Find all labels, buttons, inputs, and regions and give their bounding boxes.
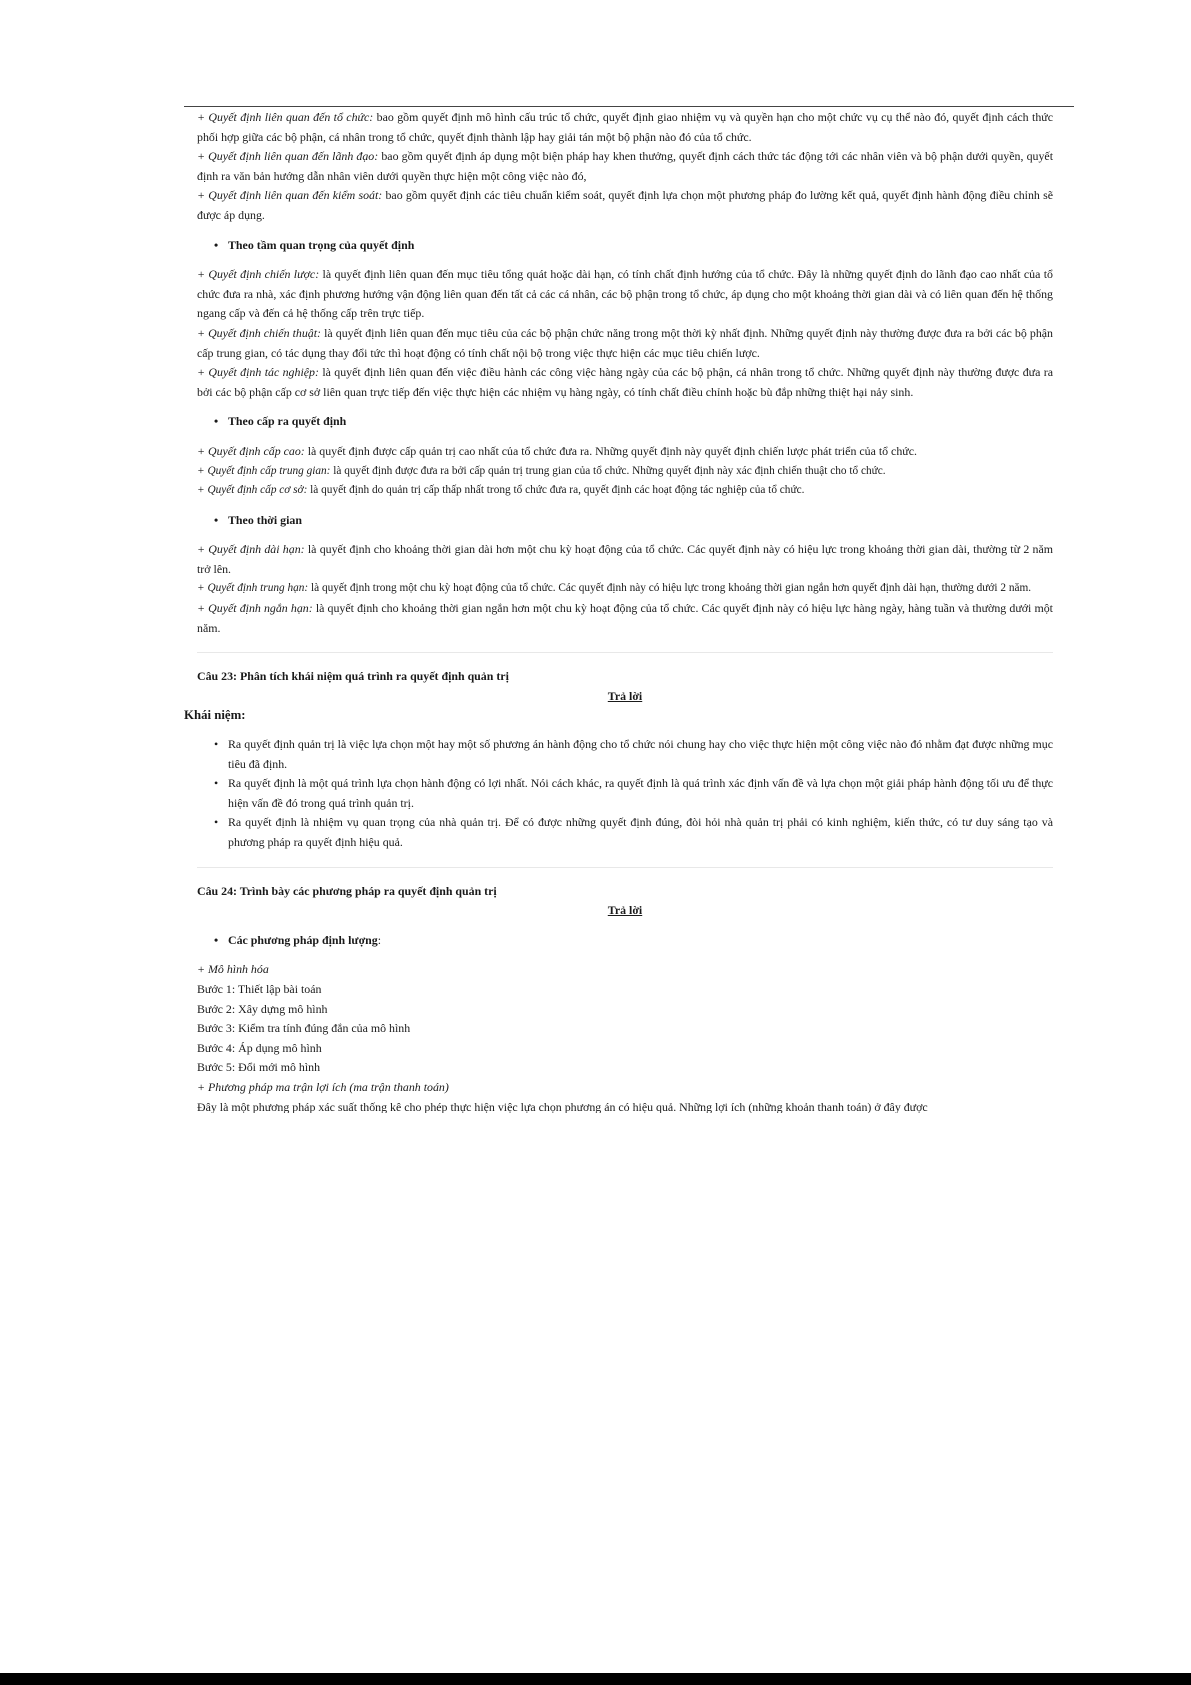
list-item: • Ra quyết định là nhiệm vụ quan trọng của nhà quản trị. Để có được những quyết định đúng, đòi hỏi nhà quản trị phải có kinh nghiệm, kiến thức, có tư duy sáng tạo và phương pháp ra quyết định hiệu quả.	[197, 813, 1053, 852]
paragraph-leadership-decision	[197, 147, 1053, 186]
concept-list	[197, 735, 1053, 853]
matrix-label	[197, 1078, 1053, 1098]
paragraph-matrix-method: Đây là một phương pháp xác suất thống kê cho phép thực hiện việc lựa chọn phương án có hiệu quả. Những lợi ích (những khoản thanh toán) ở đây được	[197, 1099, 928, 1113]
term-label: + Quyết định cấp cơ sở:	[197, 484, 308, 497]
answer-label: Trả lời	[607, 688, 643, 703]
term-label: + Quyết định liên quan đến tổ chức:	[197, 110, 374, 124]
paragraph-control-decision	[197, 186, 1053, 225]
step-item: Bước 2: Xây dựng mô hình	[197, 1001, 328, 1016]
term-text: là quyết định được cấp quản trị cao nhất của tổ chức đưa ra. Những quyết định này quyết định chiến lược phát triển của tổ chức.	[304, 443, 917, 458]
term-label: + Quyết định liên quan đến lãnh đạo:	[197, 149, 379, 164]
term-label: + Quyết định cấp cao:	[197, 443, 305, 458]
paragraph-strategic-decision	[197, 265, 1053, 324]
term-label: + Quyết định dài hạn:	[197, 542, 305, 557]
term-text: là quyết định được đưa ra bởi cấp quản trị trung gian của tổ chức. Những quyết định này xác định chiến thuật cho tổ chức.	[330, 464, 886, 477]
section-divider	[197, 867, 1053, 868]
bottom-bar	[0, 1673, 1191, 1685]
term-label: + Quyết định tác nghiệp:	[197, 365, 319, 380]
term-text: là quyết định liên quan đến mục tiêu của các bộ phận chức năng trong một thời kỳ nhất định. Những quyết định này thường được đưa ra bởi các bộ phận cấp trung gian, có tác dụng thay đổi tức thì hoạt động có tính chất nội bộ trong việc thực hiện các mục tiêu chiến lược.	[197, 325, 1053, 360]
heading-importance: • Theo tầm quan trọng của quyết định	[197, 236, 1053, 256]
step-item: Bước 3: Kiểm tra tính đúng đắn của mô hình	[197, 1021, 411, 1036]
term-text: là quyết định cho khoảng thời gian dài hơn một chu kỳ hoạt động của tổ chức. Các quyết định này có hiệu lực trong khoảng thời gian dài, thường từ 2 năm trở lên.	[197, 542, 1053, 576]
paragraph-operational-decision	[197, 363, 1053, 402]
list-item: • Ra quyết định là một quá trình lựa chọn hành động có lợi nhất. Nói cách khác, ra quyết định là quá trình xác định vấn đề và lựa chọn một giải pháp hành động tối ưu để thực hiện vấn đề đó trong quá trình quản trị.	[197, 774, 1053, 813]
heading-level: • Theo cấp ra quyết định	[197, 412, 1053, 432]
paragraph-middle-level-decision	[197, 462, 1053, 482]
term-label: + Quyết định cấp trung gian:	[197, 464, 331, 477]
term-label: + Quyết định liên quan đến kiểm soát:	[197, 188, 383, 203]
question-23-title: Câu 23: Phân tích khái niệm quá trình ra quyết định quản trị	[197, 669, 509, 684]
paragraph-top-level-decision	[197, 442, 1053, 462]
term-label: + Quyết định trung hạn:	[197, 582, 309, 595]
step-item: Bước 5: Đổi mới mô hình	[197, 1060, 321, 1075]
heading-quantitative-methods	[197, 931, 1053, 951]
header-rule	[184, 106, 1074, 107]
question-24-title: Câu 24: Trình bày các phương pháp ra quyết định quản trị	[197, 883, 497, 898]
term-label: + Quyết định chiến lược:	[197, 267, 320, 282]
term-text: là quyết định cho khoảng thời gian ngắn hơn một chu kỳ hoạt động của tổ chức. Các quyết định này có hiệu lực hàng ngày, hàng tuần và thường dưới một năm.	[197, 601, 1053, 635]
term-text: bao gồm quyết định mô hình cấu trúc tổ chức, quyết định giao nhiệm vụ và quyền hạn cho một chức vụ cụ thể nào đó, quyết định cách thức phối hợp giữa các bộ phận, cá nhân trong tổ chức, quyết định thành lập hay giải tán một bộ phận nào đó của tổ chức.	[197, 110, 1053, 144]
term-label: + Phương pháp ma trận lợi ích (ma trận thanh toán)	[197, 1079, 449, 1094]
concept-label: Khái niệm:	[184, 708, 246, 723]
term-text: là quyết định do quản trị cấp thấp nhất trong tổ chức đưa ra, quyết định các hoạt động tác nghiệp của tổ chức.	[307, 484, 805, 497]
answer-label: Trả lời	[607, 903, 643, 918]
paragraph-org-decision	[197, 108, 1053, 147]
heading-text: Các phương pháp định lượng	[228, 932, 378, 947]
list-item: • Ra quyết định quản trị là việc lựa chọn một hay một số phương án hành động cho tổ chức nói chung hay cho việc thực hiện một công việc nào đó nhằm đạt được những mục tiêu đã định.	[197, 735, 1053, 774]
term-text: là quyết định liên quan đến việc điều hành các công việc hàng ngày của các bộ phận, cá nhân trong tổ chức. Những quyết định này thường được đưa ra bởi các bộ phận cấp cơ sở liên quan trực tiếp đến việc thực hiện các nhiệm vụ hàng ngày, có tính chất điều chỉnh hoặc bù đắp những thiệt hại nảy sinh.	[197, 365, 1053, 399]
term-text: bao gồm quyết định các tiêu chuẩn kiểm soát, quyết định lựa chọn một phương pháp đo lường kết quả, quyết định hành động điều chỉnh sẽ được áp dụng.	[197, 188, 1054, 222]
step-item: Bước 4: Áp dụng mô hình	[197, 1040, 322, 1055]
paragraph-long-term-decision	[197, 540, 1053, 579]
heading-time: • Theo thời gian	[197, 511, 1053, 531]
section-divider	[197, 652, 1053, 653]
paragraph-base-level-decision	[197, 481, 1053, 501]
step-item: Bước 1: Thiết lập bài toán	[197, 981, 322, 996]
term-text: là quyết định liên quan đến mục tiêu tổng quát hoặc dài hạn, có tính chất định hướng của tổ chức. Đây là những quyết định do lãnh đạo cao nhất của tổ chức đưa ra nhà, xác định phương hướng vận động liên quan đến tất cả các cá nhân, các bộ phận trong tổ chức, áp dụng cho một khoảng thời gian dài và có liên quan đến hệ thống ngang cấp và đến cả hệ thống cấp trên trực tiếp.	[197, 267, 1054, 321]
paragraph-short-term-decision	[197, 599, 1053, 638]
modeling-label	[197, 960, 1053, 980]
heading-suffix: :	[377, 932, 382, 947]
term-text: là quyết định trong một chu kỳ hoạt động của tổ chức. Các quyết định này có hiệu lực trong khoảng thời gian ngắn hơn quyết định dài hạn, thường dưới 2 năm.	[308, 582, 1032, 595]
term-text: bao gồm quyết định áp dụng một biện pháp hay khen thưởng, quyết định cách thức tác động tới các nhân viên và bộ phận dưới quyền, quyết định ra văn bản hướng dẫn nhân viên dưới quyền thực hiện một công việc nào đó,	[197, 149, 1053, 183]
paragraph-mid-term-decision	[197, 579, 1053, 599]
document-body	[184, 108, 1054, 1113]
term-label: + Quyết định chiến thuật:	[197, 325, 322, 340]
term-label: + Mô hình hóa	[197, 962, 269, 977]
paragraph-tactical-decision	[197, 324, 1053, 363]
term-label: + Quyết định ngắn hạn:	[197, 601, 313, 616]
